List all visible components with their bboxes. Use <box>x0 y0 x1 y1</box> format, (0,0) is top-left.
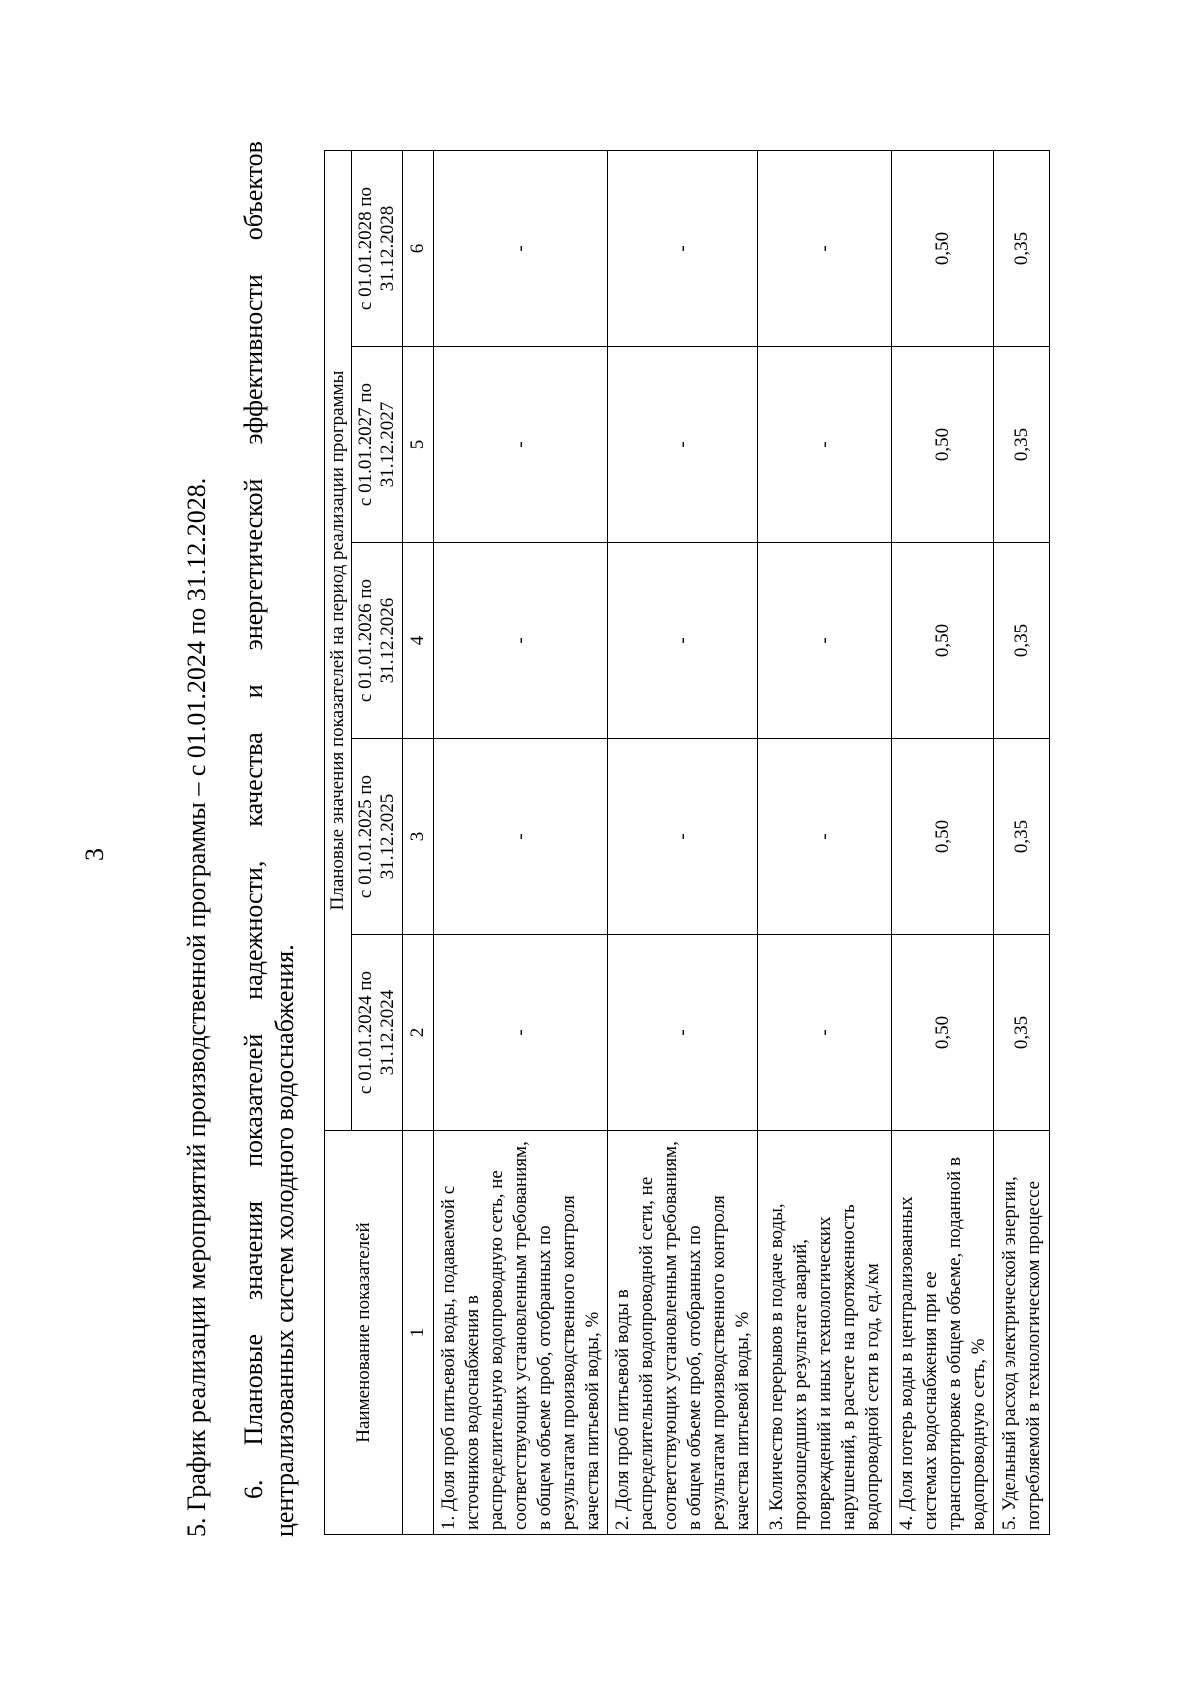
table-row <box>994 151 1050 1535</box>
section-6-word: и <box>239 684 268 699</box>
section-6-word: эффективности <box>239 274 268 445</box>
period-header: с 01.01.2024 по 31.12.2024 <box>352 935 403 1131</box>
period-header: с 01.01.2025 по 31.12.2025 <box>352 739 403 935</box>
section-6-word: 6. <box>239 1479 268 1499</box>
page-number: 3 <box>80 848 109 861</box>
indicator-value: - <box>758 935 892 1131</box>
indicator-value: 0,35 <box>994 935 1050 1131</box>
indicator-name: 1. Доля проб питьевой воды, подаваемой с источников водоснабжения в распределительную водопроводную сеть, не соответствующих установленным требованиям, в общем объеме проб, отобранных по результатам производственного контроля качества питьевой воды, % <box>434 1131 608 1535</box>
indicator-value: - <box>608 739 758 935</box>
indicator-name: 4. Доля потерь воды в централизованных системах водоснабжения при ее транспортировке в общем объеме, поданной в водопроводную сеть, % <box>892 1131 994 1535</box>
period-header: с 01.01.2027 по 31.12.2027 <box>352 347 403 543</box>
indicator-value: - <box>434 935 608 1131</box>
indicator-value: - <box>758 347 892 543</box>
indicator-value: - <box>608 543 758 739</box>
column-number: 3 <box>403 739 434 935</box>
column-number: 5 <box>403 347 434 543</box>
column-number-row <box>403 151 434 1535</box>
column-number: 2 <box>403 935 434 1131</box>
indicator-value: - <box>608 347 758 543</box>
indicator-value: 0,50 <box>892 543 994 739</box>
indicator-value: 0,50 <box>892 739 994 935</box>
table-row <box>608 151 758 1535</box>
header-row-1 <box>325 151 352 1535</box>
section-6-line-2: централизованных систем холодного водоснабжения. <box>270 944 299 1537</box>
indicator-value: - <box>434 151 608 347</box>
indicator-name: 3. Количество перерывов в подаче воды, произошедших в результате аварий, повреждений и иных технологических нарушений, в расчете на протяженность водопроводной сети в год, ед./км <box>758 1131 892 1535</box>
section-6-word: показателей <box>239 1033 268 1167</box>
table-row <box>434 151 608 1535</box>
indicator-value: 0,35 <box>994 739 1050 935</box>
indicator-value: 0,50 <box>892 347 994 543</box>
section-5-schedule: 5. График реализации мероприятий производственной программы – с 01.01.2024 по 31.12.2028. <box>182 477 211 1537</box>
column-number: 4 <box>403 543 434 739</box>
section-6-word: надежности, <box>239 860 268 1000</box>
indicator-name: 2. Доля проб питьевой воды в распределительной водопроводной сети, не соответствующих установленным требованиям, в общем объеме проб, отобранных по результатам производственного контроля качества питьевой воды, % <box>608 1131 758 1535</box>
table-row <box>892 151 994 1535</box>
indicator-value: - <box>758 739 892 935</box>
section-6-word: качества <box>239 732 268 827</box>
planned-values-header: Плановые значения показателей на период реализации программы <box>325 151 352 1131</box>
indicator-name: 5. Удельный расход электрической энергии, потребляемой в технологическом процессе <box>994 1131 1050 1535</box>
section-6-line-1 <box>238 141 269 1537</box>
indicator-value: - <box>758 151 892 347</box>
section-6-word: энергетической <box>239 478 268 651</box>
indicators-table <box>324 150 1050 1535</box>
section-6-heading <box>238 141 300 1537</box>
indicator-value: - <box>608 151 758 347</box>
indicator-value: - <box>758 543 892 739</box>
name-column-header: Наименование показателей <box>325 1131 403 1535</box>
period-header: с 01.01.2026 по 31.12.2026 <box>352 543 403 739</box>
indicator-value: 0,35 <box>994 151 1050 347</box>
section-6-word: объектов <box>239 141 268 241</box>
indicator-value: - <box>434 347 608 543</box>
indicator-value: 0,35 <box>994 347 1050 543</box>
indicator-value: 0,35 <box>994 543 1050 739</box>
indicator-value: - <box>434 543 608 739</box>
indicator-value: - <box>608 935 758 1131</box>
column-number: 1 <box>403 1131 434 1535</box>
section-6-word: Плановые <box>239 1334 268 1446</box>
indicator-value: - <box>434 739 608 935</box>
section-6-word: значения <box>239 1200 268 1300</box>
column-number: 6 <box>403 151 434 347</box>
period-header: с 01.01.2028 по 31.12.2028 <box>352 151 403 347</box>
indicator-value: 0,50 <box>892 151 994 347</box>
table-row <box>758 151 892 1535</box>
indicator-value: 0,50 <box>892 935 994 1131</box>
